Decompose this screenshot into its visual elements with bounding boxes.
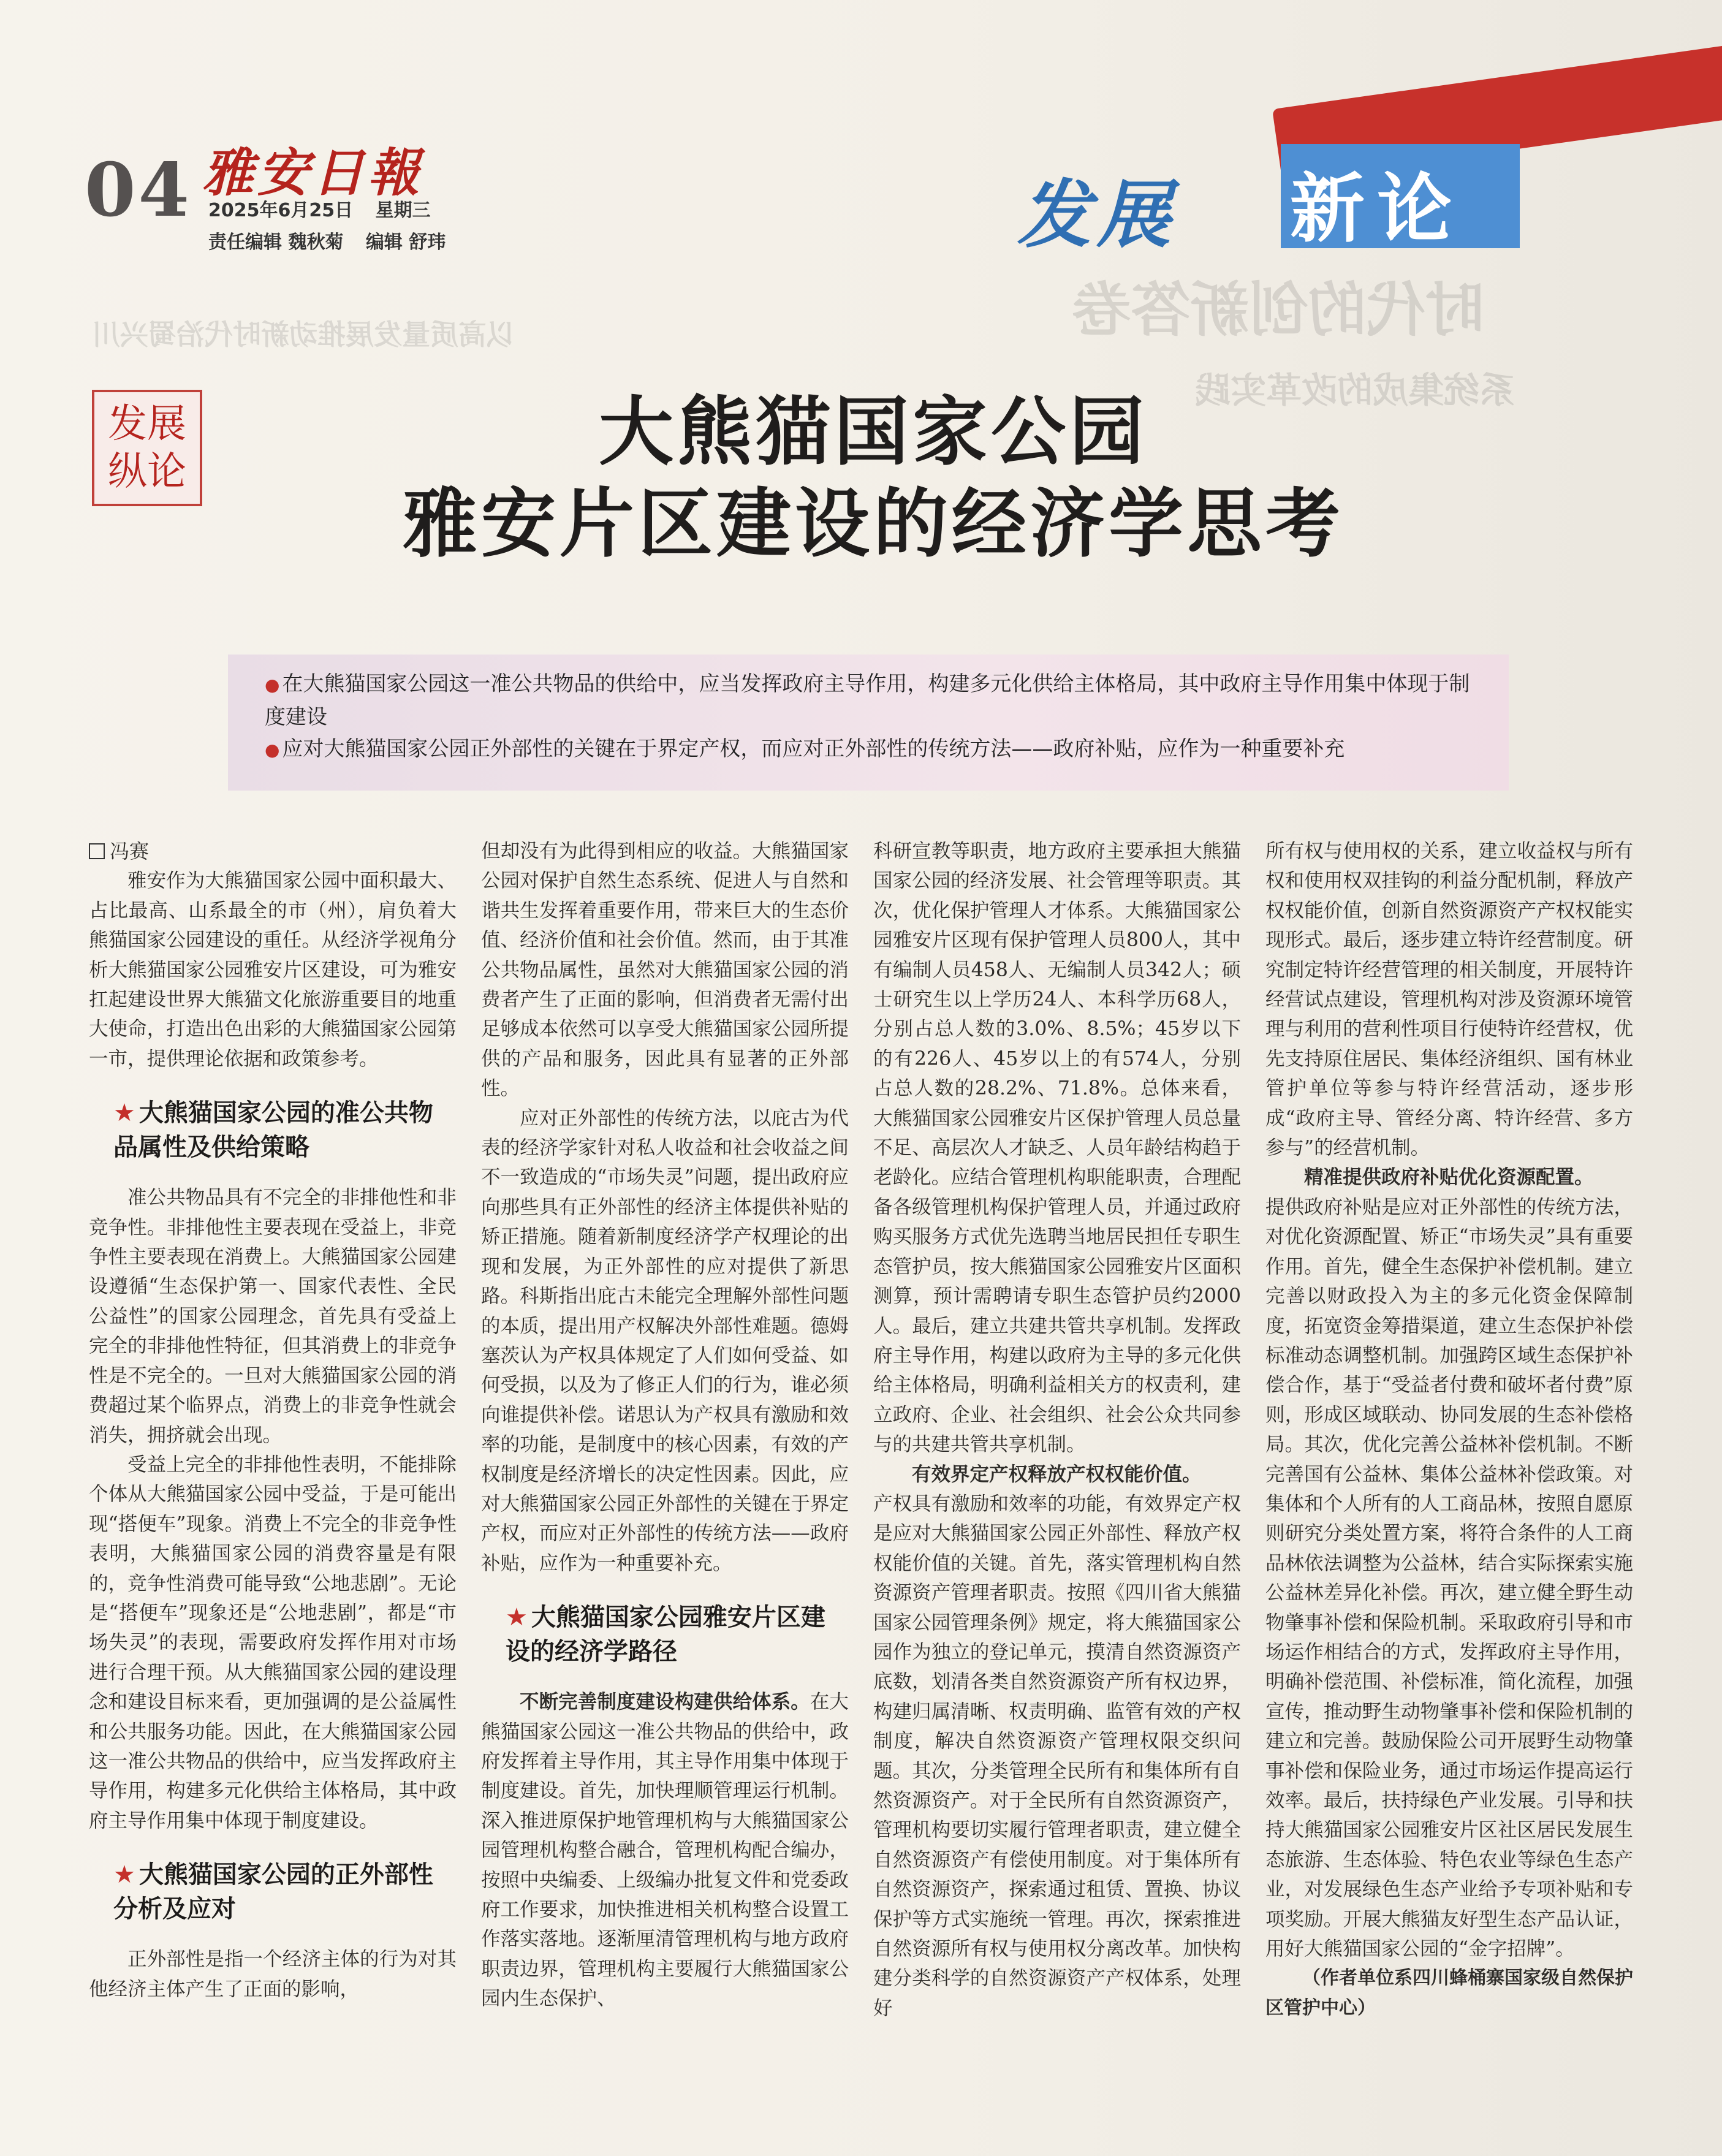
paragraph: 准公共物品具有不完全的非排他性和非竞争性。非排他性主要表现在受益上，非竞争性主要表现在消费上。大熊猫国家公园建设遵循“生态保护第一、国家代表性、全民公益性”的国家公园理念，首先具有受益上完全的非排他性特征，但其消费上的非竞争性是不完全的。一旦对大熊猫国家公园的消费超过某个临界点，消费上的非竞争性就会消失，拥挤就会出现。 bbox=[89, 1186, 457, 1446]
adjacent-page-edge bbox=[1694, 527, 1722, 1201]
star-icon: ★ bbox=[113, 1861, 135, 1889]
paragraph: 科研宣教等职责，地方政府主要承担大熊猫国家公园的经济发展、社会管理等职责。其次，优化保护管理人才体系。大熊猫国家公园雅安片区现有保护管理人员800人，其中有编制人员458人、无编制人员342人；硕士研究生以上学历24人、本科学历68人，分别占总人数的3.0%、8.5%；45岁以下的有226人、45岁以上的有574人，分别占总人数的28.2%、71.8%。总体来看，大熊猫国家公园雅安片区保护管理人员总量不足、高层次人才缺乏、人员年龄结构趋于老龄化。应结合管理机构职能职责，合理配备各级管理机构保护管理人员，并通过政府购买服务方式优先选聘当地居民担任专职生态管护员，按大熊猫国家公园雅安片区面积测算，预计需聘请专职生态管护员约2000人。最后，建立共建共管共享机制。发挥政府主导作用，构建以政府为主导的多元化供给主体格局，明确利益相关方的权责利，建立政府、企业、社会组织、社会公众共同参与的共建共管共享机制。 bbox=[873, 840, 1241, 1456]
paragraph: 受益上完全的非排他性表明，不能排除个体从大熊猫国家公园中受益，于是可能出现“搭便车”现象。消费上不完全的非竞争性表明，大熊猫国家公园的消费容量是有限的，竞争性消费可能导致“公地悲剧”。无论是“搭便车”现象还是“公地悲剧”，都是“市场失灵”的表现，需要政府发挥作用对市场进行合理干预。从大熊猫国家公园的建设理念和建设目标来看，更加强调的是公益属性和公共服务功能。因此，在大熊猫国家公园这一准公共物品的供给中，应当发挥政府主导作用，构建多元化供给主体格局，其中政府主导作用集中体现于制度建设。 bbox=[89, 1453, 457, 1832]
issue-date: 2025年6月25日 bbox=[208, 200, 354, 221]
paragraph: 雅安作为大熊猫国家公园中面积最大、占比最高、山系最全的市（州），肩负着大熊猫国家公园建设的重任。从经济学视角分析大熊猫国家公园雅安片区建设，可为雅安扛起建设世界大熊猫文化旅游重要目的地重大使命，打造出色出彩的大熊猫国家公园第一市，提供理论依据和政策参考。 bbox=[89, 870, 457, 1070]
section-title-part2: 新论 bbox=[1290, 165, 1464, 252]
summary-point-1: ● 在大熊猫国家公园这一准公共物品的供给中，应当发挥政府主导作用，构建多元化供给主体格局，其中政府主导作用集中体现于制度建设 bbox=[265, 672, 1470, 729]
paragraph-lead: 精准提供政府补贴优化资源配置。 bbox=[1304, 1166, 1594, 1189]
paragraph: 但却没有为此得到相应的收益。大熊猫国家公园对保护自然生态系统、促进人与自然和谐共生发挥着重要作用，带来巨大的生态价值、经济价值和社会价值。然而，由于其准公共物品属性，虽然对大熊猫国家公园的消费者产生了正面的影响，但消费者无需付出足够成本依然可以享受大熊猫国家公园所提供的产品和服务，因此具有显著的正外部性。 bbox=[481, 840, 849, 1100]
section-heading: ★ 大熊猫国家公园的准公共物品属性及供给策略 bbox=[113, 1099, 433, 1162]
article-column-4 bbox=[1265, 837, 1633, 2023]
paragraph-lead: 不断完善制度建设构建供给体系。 bbox=[520, 1691, 810, 1714]
summary-point-2: ● 应对大熊猫国家公园正外部性的关键在于界定产权，而应对正外部性的传统方法——政府补贴，应作为一种重要补充 bbox=[265, 737, 1345, 761]
section-heading: ★ 大熊猫国家公园雅安片区建设的经济学路径 bbox=[506, 1603, 825, 1666]
bullet-icon: ● bbox=[265, 675, 280, 695]
article-column-3 bbox=[873, 837, 1241, 2023]
article-body bbox=[89, 837, 1633, 2130]
issue-meta bbox=[208, 195, 461, 259]
article-column-2 bbox=[481, 837, 849, 2014]
article-summary-box bbox=[228, 655, 1509, 791]
article-column-1 bbox=[89, 837, 457, 2004]
paragraph: 不断完善制度建设构建供给体系。在大熊猫国家公园这一准公共物品的供给中，政府发挥着主导作用，其主导作用集中体现于制度建设。首先，加快理顺管理运行机制。深入推进原保护地管理机构与大熊猫国家公园管理机构整合融合，管理机构配合编办，按照中央编委、上级编办批复文件和党委政府工作要求，加快推进相关机构整合设置工作落实落地。逐渐厘清管理机构与地方政府职责边界，管理机构主要履行大熊猫国家公园内生态保护、 bbox=[481, 1691, 849, 2010]
issue-weekday: 星期三 bbox=[375, 200, 431, 221]
column-badge-text: 发展纵论 bbox=[108, 401, 186, 495]
bullet-icon: ● bbox=[265, 740, 280, 760]
paragraph: 提供政府补贴是应对正外部性的传统方法，对优化资源配置、矫正“市场失灵”具有重要作用。首先，健全生态保护补偿机制。建立完善以财政投入为主的多元化资金保障制度，拓宽资金筹措渠道，建立生态保护补偿标准动态调整机制。加强跨区域生态保护补偿合作，基于“受益者付费和破坏者付费”原则，形成区域联动、协同发展的生态补偿格局。其次，优化完善公益林补偿机制。不断完善国有公益林、集体公益林补偿政策。对集体和个人所有的人工商品林，按照自愿原则研究分类处置方案，将符合条件的人工商品林依法调整为公益林，结合实际探索实施公益林差异化补偿。再次，建立健全野生动物肇事补偿和保险机制。采取政府引导和市场运作相结合的方式，发挥政府主导作用，明确补偿范围、补偿标准，简化流程，加强宣传，推动野生动物肇事补偿和保险机制的建立和完善。鼓励保险公司开展野生动物肇事补偿和保险业务，通过市场运作提高运行效率。最后，扶持绿色产业发展。引导和扶持大熊猫国家公园雅安片区社区居民发展生态旅游、生态体验、特色农业等绿色生态产业，对发展绿色生态产业给予专项补贴和专项奖励。开展大熊猫友好型生态产品认证，用好大熊猫国家公园的“金字招牌”。 bbox=[1265, 1196, 1633, 1961]
star-icon: ★ bbox=[506, 1603, 528, 1632]
paragraph: 应对正外部性的传统方法，以庇古为代表的经济学家针对私人收益和社会收益之间不一致造成的“市场失灵”问题，提出政府应向那些具有正外部性的经济主体提供补贴的矫正措施。随着新制度经济学产权理论的出现和发展，为正外部性的应对提供了新思路。科斯指出庇古未能完全理解外部性问题的本质，提出用产权解决外部性难题。德姆塞茨认为产权具体规定了人们如何受益、如何受损，以及为了修正人们的行为，谁必须向谁提供补偿。诺思认为产权具有激励和效率的功能，是制度中的核心因素，有效的产权制度是经济增长的决定性因素。因此，应对大熊猫国家公园正外部性的关键在于界定产权，而应对正外部性的传统方法——政府补贴，应作为一种重要补充。 bbox=[481, 1107, 849, 1574]
star-icon: ★ bbox=[113, 1099, 135, 1128]
newspaper-masthead: 雅安日報 bbox=[202, 142, 423, 203]
author-affiliation: （作者单位系四川蜂桶寨国家级自然保护区管护中心） bbox=[1265, 1967, 1633, 2019]
author-byline: 冯赛 bbox=[89, 837, 457, 866]
responsible-editor: 责任编辑 魏秋菊 bbox=[208, 232, 344, 253]
section-title-part1: 发展 bbox=[1017, 172, 1177, 258]
paragraph: 产权具有激励和效率的功能，有效界定产权是应对大熊猫国家公园正外部性、释放产权权能价值的关键。首先，落实管理机构自然资源资产管理者职责。按照《四川省大熊猫国家公园管理条例》规定，将大熊猫国家公园作为独立的登记单元，摸清自然资源资产底数，划清各类自然资源资产所有权边界，构建归属清晰、权责明确、监管有效的产权制度，解决自然资源资产管理权限交织问题。其次，分类管理全民所有和集体所有自然资源资产。对于全民所有自然资源资产，管理机构要切实履行管理者职责，建立健全自然资源资产有偿使用制度。对于集体所有自然资源资产，探索通过租赁、置换、协议保护等方式实施统一管理。再次，探索推进自然资源所有权与使用权分离改革。加快构建分类科学的自然资源资产产权体系，处理好 bbox=[873, 1492, 1241, 2019]
show-through-text: 时代的创新答卷 bbox=[1072, 276, 1484, 344]
paragraph-lead: 有效界定产权释放产权权能价值。 bbox=[912, 1463, 1202, 1486]
byline-box-icon bbox=[89, 843, 105, 859]
section-banner bbox=[1017, 120, 1722, 273]
show-through-text: 以高质量发展推动新时代治蜀兴川 bbox=[92, 318, 515, 351]
section-heading: ★ 大熊猫国家公园的正外部性分析及应对 bbox=[113, 1861, 433, 1924]
headline-line-1: 大熊猫国家公园 bbox=[599, 389, 1148, 476]
article-headline bbox=[184, 386, 1563, 570]
paragraph: 正外部性是指一个经济主体的行为对其他经济主体产生了正面的影响， bbox=[89, 1948, 457, 2000]
page-number: 04 bbox=[85, 147, 192, 233]
paragraph: 所有权与使用权的关系，建立收益权与所有权和使用权双挂钩的利益分配机制，释放产权权能价值，创新自然资源资产产权权能实现形式。最后，逐步建立特许经营制度。研究制定特许经营管理的相关制度，开展特许经营试点建设，管理机构对涉及资源环境管理与利用的营利性项目行使特许经营权，优先支持原住居民、集体经济组织、国有林业管护单位等参与特许经营活动，逐步形成“政府主导、管经分离、特许经营、多方参与”的经营机制。 bbox=[1265, 840, 1633, 1160]
headline-line-2: 雅安片区建设的经济学思考 bbox=[403, 480, 1344, 567]
editor: 编辑 舒玮 bbox=[365, 232, 446, 253]
show-through-text: 系统集成的改革实践 bbox=[1195, 370, 1515, 411]
